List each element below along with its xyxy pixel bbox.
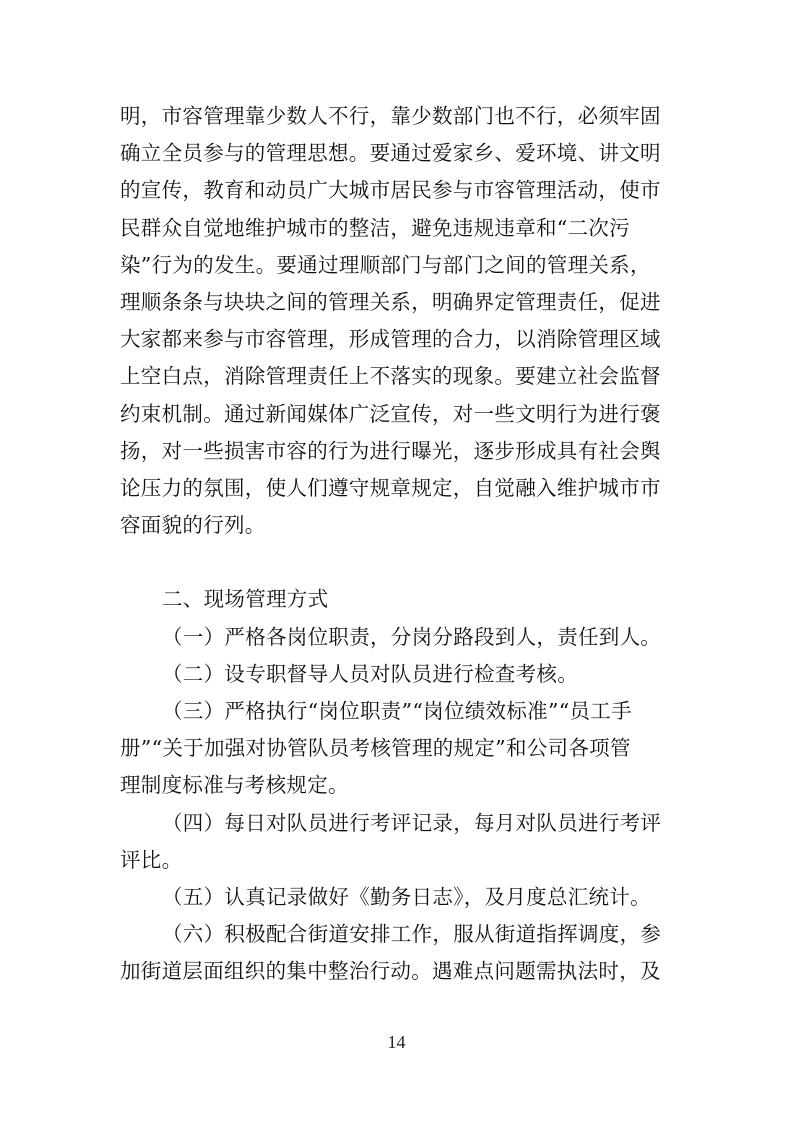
- document-body: [120, 98, 680, 991]
- section-heading: 二、现场管理方式: [162, 587, 329, 612]
- paragraph-line: 确立全员参与的管理思想。要通过爱家乡、爱环境、讲文明: [120, 141, 661, 166]
- page-number: 14: [387, 1032, 406, 1052]
- list-item-3-line-1: （三）严格执行“岗位职责”“岗位绩效标准”“员工手: [162, 699, 632, 723]
- paragraph-line: 明，市容管理靠少数人不行，靠少数部门也不行，必须牢固: [120, 104, 661, 128]
- list-item-4-line-2: 评比。: [120, 847, 183, 872]
- list-item-6-line-2: 加街道层面组织的集中整治行动。遇难点问题需执法时，及: [120, 959, 661, 984]
- list-item-4-line-1: （四）每日对队员进行考评记录，每月对队员进行考评: [162, 810, 662, 835]
- list-item-2: （二）设专职督导人员对队员进行检查考核。: [162, 661, 578, 686]
- paragraph-line: 理顺条条与块块之间的管理关系，明确界定管理责任，促进: [120, 289, 661, 314]
- paragraph-line: 论压力的氛围，使人们遵守规章规定，自觉融入维护城市市: [120, 475, 661, 500]
- paragraph-line: 容面貌的行列。: [120, 513, 266, 538]
- list-item-3-line-3: 理制度标准与考核规定。: [120, 773, 349, 798]
- paragraph-line: 上空白点，消除管理责任上不落实的现象。要建立社会监督: [120, 364, 661, 389]
- paragraph-spacer: [120, 544, 680, 581]
- list-item-6-line-1: （六）积极配合街道安排工作，服从街道指挥调度，参: [162, 922, 662, 947]
- paragraph-line: 扬，对一些损害市容的行为进行曝光，逐步形成具有社会舆: [120, 438, 661, 463]
- list-item-1: （一）严格各岗位职责，分岗分路段到人，责任到人。: [162, 624, 662, 649]
- paragraph-line: 的宣传，教育和动员广大城市居民参与市容管理活动，使市: [120, 178, 661, 203]
- list-item-3-line-2: 册”“关于加强对协管队员考核管理的规定”和公司各项管: [120, 736, 631, 761]
- list-item-5: （五）认真记录做好《勤务日志》，及月度总汇统计。: [162, 884, 651, 909]
- paragraph-line: 大家都来参与市容管理，形成管理的合力，以消除管理区域: [120, 327, 661, 352]
- paragraph-line: 染”行为的发生。要通过理顺部门与部门之间的管理关系，: [120, 252, 651, 277]
- paragraph-line: 民群众自觉地维护城市的整洁，避免违规违章和“二次污: [120, 215, 630, 240]
- paragraph-line: 约束机制。通过新闻媒体广泛宣传，对一些文明行为进行褒: [120, 401, 661, 426]
